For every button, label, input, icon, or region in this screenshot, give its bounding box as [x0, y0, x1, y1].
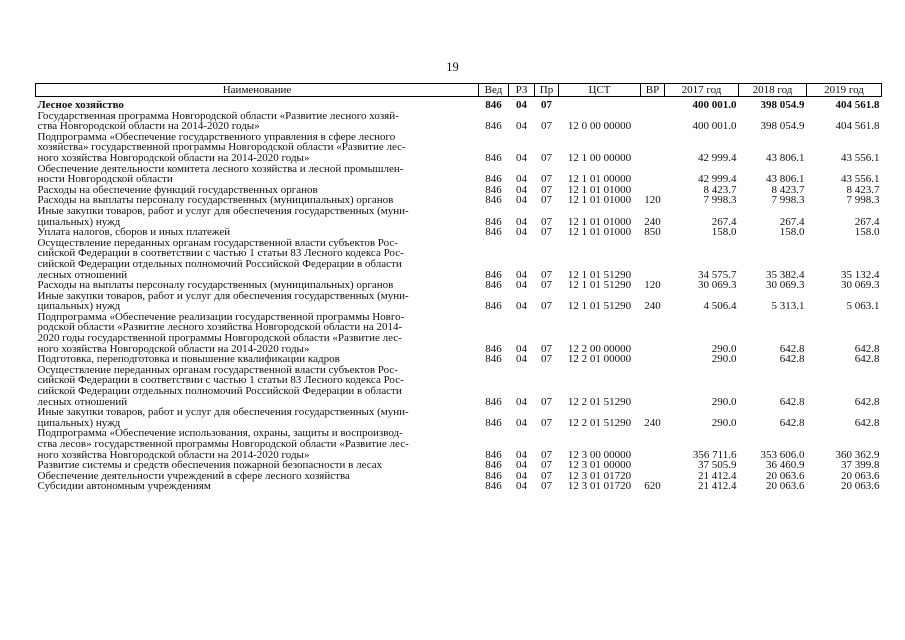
row-amount-2019: 404 561.8: [835, 120, 880, 133]
row-name: [36, 407, 479, 428]
row-pr: 07: [541, 120, 552, 133]
header-name: Наименование: [36, 84, 479, 97]
row-name: [36, 291, 479, 312]
table-row: [36, 365, 882, 407]
row-amount-2019: 642.8: [854, 395, 880, 408]
row-pr: 07: [541, 279, 552, 292]
row-amount-2018: 642.8: [779, 353, 805, 366]
row-cst: 12 3 01 01720: [567, 480, 632, 493]
row-amount-2018: 398 054.9: [760, 99, 805, 111]
row-name-line: Лесное хозяйство: [37, 99, 124, 111]
row-ved: 846: [485, 300, 502, 313]
row-vr: [641, 365, 665, 407]
row-name-line: Иные закупки товаров, работ и услуг для обеспечения государственных (муни-: [37, 289, 409, 302]
header-vr: ВР: [641, 84, 665, 97]
row-amount-2017: 42 999.4: [698, 151, 737, 164]
row-vr: 620: [644, 480, 661, 493]
row-cst: 12 1 01 01000: [567, 183, 632, 196]
row-rz: 04: [516, 459, 527, 472]
row-amount-2018: 642.8: [779, 395, 805, 408]
row-amount-2019: 5 063.1: [846, 300, 880, 313]
row-name-line: Подпрограмма «Обеспечение государственного управления в сфере лесного: [37, 130, 396, 143]
header-pr: Пр: [535, 84, 559, 97]
row-pr: 07: [541, 215, 552, 228]
row-amount-2019: 7 998.3: [846, 194, 880, 207]
header-cst: ЦСТ: [559, 84, 641, 97]
row-vr: [641, 354, 665, 365]
row-ved: 846: [485, 173, 502, 186]
row-amount-2018: 353 606.0: [760, 448, 805, 461]
row-rz: 04: [516, 279, 527, 292]
row-rz: 04: [516, 480, 527, 493]
row-name: [36, 164, 479, 185]
row-cst: 12 2 00 00000: [567, 342, 632, 355]
row-rz: 04: [516, 268, 527, 281]
row-ved: 846: [485, 395, 502, 408]
row-cst: 12 2 01 00000: [567, 353, 632, 366]
row-name-line: сийской Федерации отдельных полномочий Российской Федерации в области: [37, 257, 402, 270]
row-rz: 04: [516, 183, 527, 196]
table-header: [36, 84, 882, 97]
row-amount-2018: 5 313.1: [771, 300, 805, 313]
row-name-line: Иные закупки товаров, работ и услуг для обеспечения государственных (муни-: [37, 406, 409, 419]
row-amount-2017: 30 069.3: [698, 279, 737, 292]
row-amount-2019: 360 362.9: [835, 448, 880, 461]
row-amount-2017: 7 998.3: [703, 194, 737, 207]
row-pr: 07: [541, 395, 552, 408]
row-pr: 07: [541, 173, 552, 186]
row-ved: 846: [485, 226, 502, 239]
row-name-line: ципальных) нужд: [37, 416, 121, 429]
row-amount-2017: 290.0: [711, 353, 737, 366]
row-amount-2017: 37 505.9: [698, 459, 737, 472]
table-row: [36, 481, 882, 492]
row-amount-2017: 21 412.4: [698, 469, 737, 482]
row-amount-2019: 43 556.1: [841, 151, 880, 164]
row-ved: 846: [485, 480, 502, 493]
row-amount-2018: 158.0: [779, 226, 805, 239]
row-rz: 04: [516, 151, 527, 164]
row-cst: 12 1 01 00000: [567, 173, 632, 186]
row-name-line: Расходы на выплаты персоналу государственных (муниципальных) органов: [37, 194, 394, 207]
row-cst: 12 2 01 51290: [567, 395, 632, 408]
header-ved: Вед: [479, 84, 509, 97]
row-pr: 07: [541, 268, 552, 281]
row-amount-2018: 36 460.9: [766, 459, 805, 472]
row-pr: 07: [541, 183, 552, 196]
row-pr: 07: [541, 469, 552, 482]
row-name-line: Иные закупки товаров, работ и услуг для обеспечения государственных (муни-: [37, 204, 409, 217]
row-amount-2019: 642.8: [854, 416, 880, 429]
row-cst: 12 1 01 51290: [567, 279, 632, 292]
table-row: [36, 164, 882, 185]
row-pr: 07: [541, 300, 552, 313]
table-row: [36, 428, 882, 460]
row-amount-2018: 642.8: [779, 416, 805, 429]
row-ved: 846: [485, 279, 502, 292]
row-rz: 04: [516, 300, 527, 313]
row-amount-2019: 20 063.6: [841, 480, 880, 493]
budget-table: [35, 83, 882, 492]
row-name: [36, 238, 479, 280]
row-name-line: Государственная программа Новгородской области «Развитие лесного хозяй-: [37, 109, 399, 122]
row-name: [36, 206, 479, 227]
row-rz: 04: [516, 416, 527, 429]
row-pr: 07: [541, 99, 552, 111]
table-row: [36, 132, 882, 164]
row-name-line: лесных отношений: [37, 268, 128, 281]
row-name: [36, 481, 479, 492]
row-name-line: Расходы на выплаты персоналу государственных (муниципальных) органов: [37, 279, 394, 292]
row-name: [36, 428, 479, 460]
row-ved: 846: [485, 469, 502, 482]
row-name-line: хозяйства» государственной программы Новгородской области «Развитие лес-: [37, 141, 406, 154]
header-2019: 2019 год: [807, 84, 882, 97]
row-cst: 12 1 00 00000: [567, 151, 632, 164]
row-vr: 240: [644, 416, 661, 429]
row-ved: 846: [485, 459, 502, 472]
row-amount-2019: 158.0: [854, 226, 880, 239]
row-amount-2017: 267.4: [711, 215, 737, 228]
row-cst: 12 1 01 51290: [567, 268, 632, 281]
row-amount-2017: 8 423.7: [703, 183, 737, 196]
row-rz: 04: [516, 99, 527, 111]
table-row: [36, 312, 882, 354]
row-name-line: Подготовка, переподготовка и повышение квалификации кадров: [37, 353, 340, 366]
table-row: [36, 111, 882, 132]
row-amount-2017: 290.0: [711, 416, 737, 429]
row-pr: 07: [541, 416, 552, 429]
row-cst: 12 2 01 51290: [567, 416, 632, 429]
table-row: [36, 407, 882, 428]
row-amount-2018: 7 998.3: [771, 194, 805, 207]
row-rz: 04: [516, 342, 527, 355]
row-name: [36, 132, 479, 164]
table-row: [36, 100, 882, 111]
row-amount-2019: 20 063.6: [841, 469, 880, 482]
row-amount-2019: 35 132.4: [841, 268, 880, 281]
row-rz: 04: [516, 226, 527, 239]
row-vr: [641, 111, 665, 132]
row-amount-2017: 356 711.6: [692, 448, 737, 461]
row-amount-2017: 400 001.0: [692, 99, 737, 111]
row-amount-2019: 30 069.3: [841, 279, 880, 292]
row-rz: 04: [516, 448, 527, 461]
row-amount-2019: 43 556.1: [841, 173, 880, 186]
row-rz: 04: [516, 173, 527, 186]
row-vr: [641, 100, 665, 111]
row-amount-2018: 642.8: [779, 342, 805, 355]
page-number: 19: [446, 60, 459, 74]
row-vr: 240: [644, 215, 661, 228]
row-cst: 12 3 01 01720: [567, 469, 632, 482]
row-cst: 12 3 00 00000: [567, 448, 632, 461]
row-amount-2017: 21 412.4: [698, 480, 737, 493]
row-ved: 846: [485, 416, 502, 429]
header-2017: 2017 год: [665, 84, 739, 97]
row-ved: 846: [485, 342, 502, 355]
row-pr: 07: [541, 353, 552, 366]
row-name-line: ного хозяйства Новгородской области на 2014-2020 годы»: [37, 342, 310, 355]
row-name-line: сийской Федерации в соответствии с частью 1 статьи 83 Лесного кодекса Рос-: [37, 374, 404, 387]
row-cst: 12 1 01 01000: [567, 226, 632, 239]
row-ved: 846: [485, 268, 502, 281]
row-ved: 846: [485, 183, 502, 196]
row-amount-2017: 4 506.4: [703, 300, 737, 313]
row-name-line: ципальных) нужд: [37, 215, 121, 228]
row-cst: 12 0 00 00000: [567, 120, 632, 133]
row-amount-2018: 43 806.1: [766, 151, 805, 164]
row-amount-2017: 34 575.7: [698, 268, 737, 281]
row-pr: 07: [541, 194, 552, 207]
row-amount-2018: 267.4: [779, 215, 805, 228]
row-amount-2017: 290.0: [711, 342, 737, 355]
row-name-line: 2020 годы государственной программы Новгородской области «Развитие лес-: [37, 332, 402, 345]
row-name: [36, 100, 479, 111]
row-amount-2017: 400 001.0: [692, 120, 737, 133]
row-vr: [641, 164, 665, 185]
row-name-line: ства лесов» государственной программы Новгородской области «Развитие лес-: [37, 438, 409, 450]
row-name-line: Обеспечение деятельности комитета лесного хозяйства и лесной промышлен-: [37, 162, 404, 175]
row-name-line: Осуществление переданных органам государственной власти субъектов Рос-: [37, 236, 398, 249]
row-name-line: родской области «Развитие лесного хозяйства Новгородской области на 2014-: [37, 321, 403, 334]
row-amount-2018: 20 063.6: [766, 469, 805, 482]
row-amount-2019: 642.8: [854, 342, 880, 355]
row-name: [36, 365, 479, 407]
row-amount-2017: 290.0: [711, 395, 737, 408]
row-amount-2019: 404 561.8: [835, 99, 880, 111]
row-cst: 12 1 01 01000: [567, 215, 632, 228]
row-amount-2018: 8 423.7: [771, 183, 805, 196]
row-cst: 12 3 01 00000: [567, 459, 632, 472]
row-cst: [559, 100, 641, 111]
header-rz: РЗ: [509, 84, 535, 97]
table-row: [36, 206, 882, 227]
row-amount-2018: 35 382.4: [766, 268, 805, 281]
row-vr: [641, 132, 665, 164]
row-name: [36, 111, 479, 132]
table-row: [36, 291, 882, 312]
row-name-line: ства Новгородской области на 2014-2020 годы»: [37, 120, 260, 133]
row-pr: 07: [541, 459, 552, 472]
row-amount-2019: 267.4: [854, 215, 880, 228]
row-pr: 07: [541, 151, 552, 164]
row-name-line: Подпрограмма «Обеспечение реализации государственной программы Новго-: [37, 310, 405, 323]
row-amount-2018: 20 063.6: [766, 480, 805, 493]
row-name-line: ности Новгородской области: [37, 173, 173, 186]
row-name-line: Подпрограмма «Обеспечение использования, охраны, защиты и воспроизвод-: [37, 427, 403, 440]
row-amount-2017: 42 999.4: [698, 173, 737, 186]
row-ved: 846: [485, 194, 502, 207]
row-ved: 846: [485, 215, 502, 228]
row-vr: 120: [644, 194, 661, 207]
row-amount-2018: 43 806.1: [766, 173, 805, 186]
row-name-line: Развитие системы и средств обеспечения пожарной безопасности в лесах: [37, 459, 383, 472]
row-pr: 07: [541, 448, 552, 461]
row-ved: 846: [485, 353, 502, 366]
row-name-line: ципальных) нужд: [37, 300, 121, 313]
row-pr: 07: [541, 480, 552, 493]
row-rz: 04: [516, 215, 527, 228]
row-pr: 07: [541, 226, 552, 239]
row-ved: 846: [485, 151, 502, 164]
row-vr: 240: [644, 300, 661, 313]
row-amount-2019: 642.8: [854, 353, 880, 366]
row-name-line: сийской Федерации отдельных полномочий Российской Федерации в области: [37, 385, 402, 398]
row-vr: [641, 460, 665, 471]
row-vr: [641, 238, 665, 280]
row-amount-2018: 30 069.3: [766, 279, 805, 292]
row-amount-2017: 158.0: [711, 226, 737, 239]
table-row: [36, 238, 882, 280]
row-name-line: Уплата налогов, сборов и иных платежей: [37, 226, 231, 239]
row-vr: 850: [644, 226, 661, 239]
row-name-line: лесных отношений: [37, 395, 128, 408]
row-name-line: ного хозяйства Новгородской области на 2014-2020 годы»: [37, 448, 310, 461]
row-name-line: ного хозяйства Новгородской области на 2014-2020 годы»: [37, 151, 310, 164]
row-vr: [641, 428, 665, 460]
row-cst: 12 1 01 51290: [567, 300, 632, 313]
row-pr: 07: [541, 342, 552, 355]
row-vr: 120: [644, 279, 661, 292]
row-rz: 04: [516, 120, 527, 133]
row-rz: 04: [516, 469, 527, 482]
row-name-line: сийской Федерации в соответствии с частью 1 статьи 83 Лесного кодекса Рос-: [37, 247, 404, 260]
row-vr: [641, 312, 665, 354]
row-amount-2019: 8 423.7: [846, 183, 880, 196]
table-body: [36, 97, 882, 492]
row-rz: 04: [516, 194, 527, 207]
row-name-line: Обеспечение деятельности учреждений в сфере лесного хозяйства: [37, 469, 350, 482]
row-amount-2018: 398 054.9: [760, 120, 805, 133]
header-2018: 2018 год: [739, 84, 807, 97]
row-amount-2019: 37 399.8: [841, 459, 880, 472]
row-ved: 846: [485, 120, 502, 133]
row-name-line: Субсидии автономным учреждениям: [37, 480, 211, 493]
row-name: [36, 312, 479, 354]
row-name-line: Осуществление переданных органам государственной власти субъектов Рос-: [37, 363, 398, 376]
row-rz: 04: [516, 353, 527, 366]
row-ved: 846: [485, 448, 502, 461]
row-rz: 04: [516, 395, 527, 408]
row-ved: 846: [485, 99, 502, 111]
row-name-line: Расходы на обеспечение функций государственных органов: [37, 183, 318, 196]
row-cst: 12 1 01 01000: [567, 194, 632, 207]
